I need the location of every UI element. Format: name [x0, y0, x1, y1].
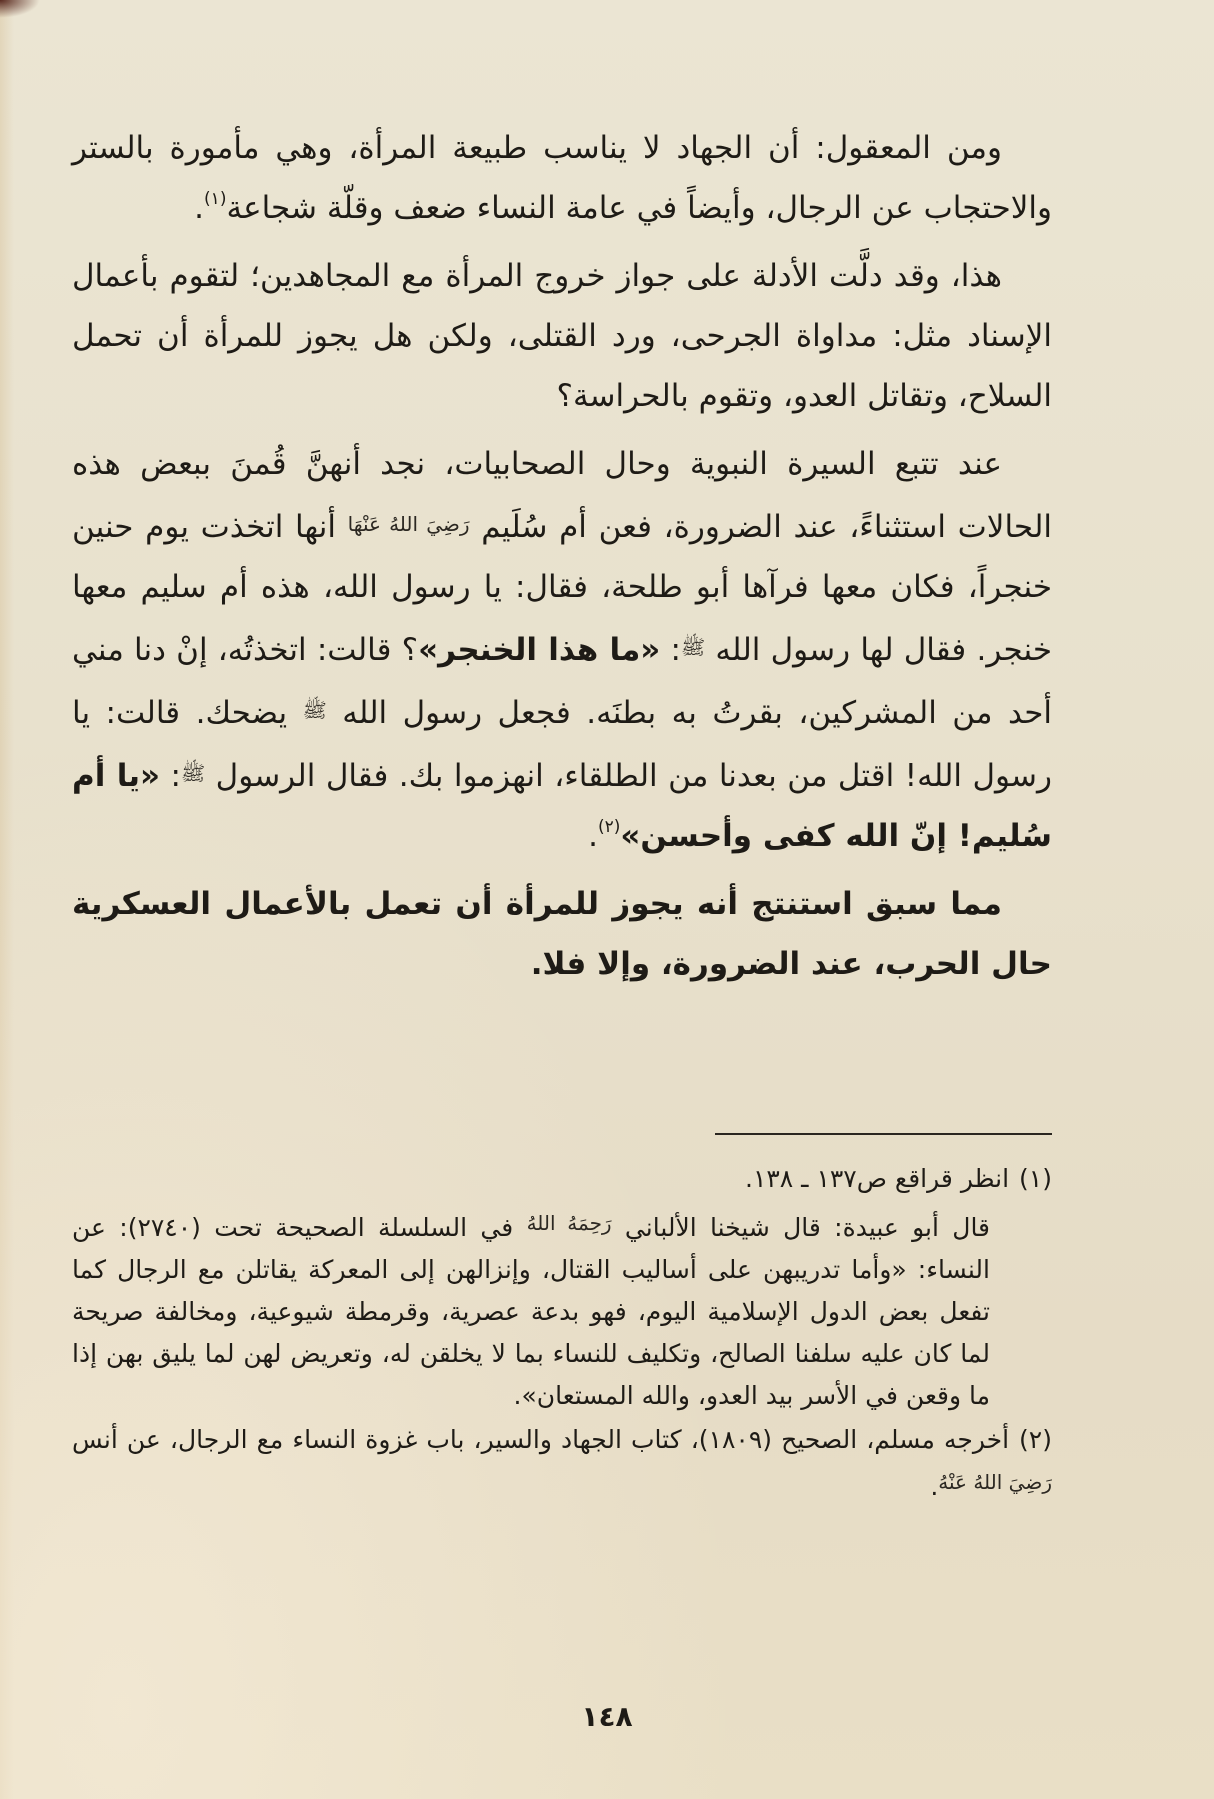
paragraph-reasoning: [72, 118, 1052, 238]
period: .: [930, 1472, 939, 1501]
period: .: [588, 818, 598, 854]
salallahu-alayhi-wasallam-icon: ﷺ: [681, 635, 706, 659]
hadith-quote-allah-sufficed: «يا أم سُليم! إنّ الله كفى وأحسن»: [72, 758, 1052, 854]
footnote-number: (٢): [1019, 1425, 1052, 1454]
text-segment: :: [160, 758, 182, 794]
footnote-text: أخرجه مسلم، الصحيح (١٨٠٩)، كتاب الجهاد والسير، باب غزوة النساء مع الرجال، عن أنس: [72, 1425, 1010, 1454]
paragraph-text: مما سبق استنتج أنه يجوز للمرأة أن تعمل بالأعمال العسكرية حال الحرب، عند الضرورة، وإلا فلا.: [72, 886, 1052, 982]
text-segment: أنها اتخذت يوم حنين خنجراً، فكان معها فرآها أبو طلحة، فقال: يا رسول الله، هذه أم سليم معها خنجر. فقال لها رسول الله: [72, 509, 1052, 668]
paragraph-text: ومن المعقول: أن الجهاد لا يناسب طبيعة المرأة، وهي مأمورة بالستر والاحتجاب عن الرجال، وأيضاً في عامة النساء ضعف وقلّة شجاعة: [72, 130, 1052, 226]
footnote-2: [72, 1419, 1052, 1508]
text-segment: ؟ قالت: اتخذتُه، إنْ دنا مني أحد من المشركين، بقرتُ به بطنَه. فجعل رسول الله: [72, 632, 1053, 731]
footnotes-section: [72, 1158, 1052, 1510]
footnote-text: في السلسلة الصحيحة تحت (٢٧٤٠): عن النساء: «وأما تدريبهن على أساليب القتال، وإنزالهن إلى المعركة يقاتلن مع الرجال كما تفعل بعض الدول الإسلامية اليوم، فهو بدعة عصرية، وقرمطة شيوعية، ومخالفة صريحة لما كان عليه سلفنا الصالح، وتكليف للنساء بما لا يخلقن له، وتعريض لهن لما يليق بهن إذا ما وقعن في الأسر بيد العدو، والله المستعان».: [72, 1213, 990, 1410]
footnote-1-continuation: [72, 1202, 1052, 1417]
radiallahu-anha-icon: رَضِيَ اللهُ عَنْهَا: [347, 512, 470, 536]
rahimahullah-icon: رَحِمَهُ اللهُ: [526, 1211, 612, 1235]
footnote-ref-2[interactable]: (٢): [597, 817, 621, 837]
paragraph-umm-sulaym-narration: [72, 434, 1052, 866]
footnote-separator: [715, 1133, 1052, 1135]
footnote-number: (١): [1019, 1164, 1052, 1193]
paragraph-text: هذا، وقد دلَّت الأدلة على جواز خروج المرأة مع المجاهدين؛ لتقوم بأعمال الإسناد مثل: مداواة الجرحى، ورد القتلى، ولكن هل يجوز للمرأة أن تحمل السلاح، وتقاتل العدو، وتقوم بالحراسة؟: [72, 258, 1052, 414]
footnote-1: [72, 1158, 1052, 1200]
text-segment: يضحك. قالت: يا رسول الله! اقتل من بعدنا من الطلقاء، انهزموا بك. فقال الرسول: [72, 695, 1052, 794]
salallahu-alayhi-wasallam-icon: ﷺ: [181, 761, 206, 785]
text-segment: :: [660, 632, 682, 668]
paragraph-conclusion: [72, 874, 1052, 994]
paragraph-question: [72, 246, 1052, 426]
page-corner-shadow: [0, 0, 40, 18]
period: .: [194, 190, 205, 226]
footnote-text: انظر قراقع ص١٣٧ ـ ١٣٨.: [744, 1164, 1010, 1193]
main-body-text: [72, 118, 1052, 1002]
footnote-ref-1[interactable]: (١): [204, 189, 227, 209]
hadith-quote-dagger: «ما هذا الخنجر»: [418, 632, 661, 668]
radiallahu-anhu-icon: رَضِيَ اللهُ عَنْهُ: [938, 1470, 1052, 1494]
page-number: ١٤٨: [581, 1700, 633, 1733]
text-segment: عند تتبع السيرة النبوية وحال الصحابيات، نجد أنهنَّ قُمنَ ببعض هذه الحالات استثناءً، عند الضرورة، فعن أم سُلَيم: [72, 446, 1052, 545]
salallahu-alayhi-wasallam-icon: ﷺ: [302, 698, 327, 722]
footnote-text: قال أبو عبيدة: قال شيخنا الألباني: [624, 1213, 991, 1242]
